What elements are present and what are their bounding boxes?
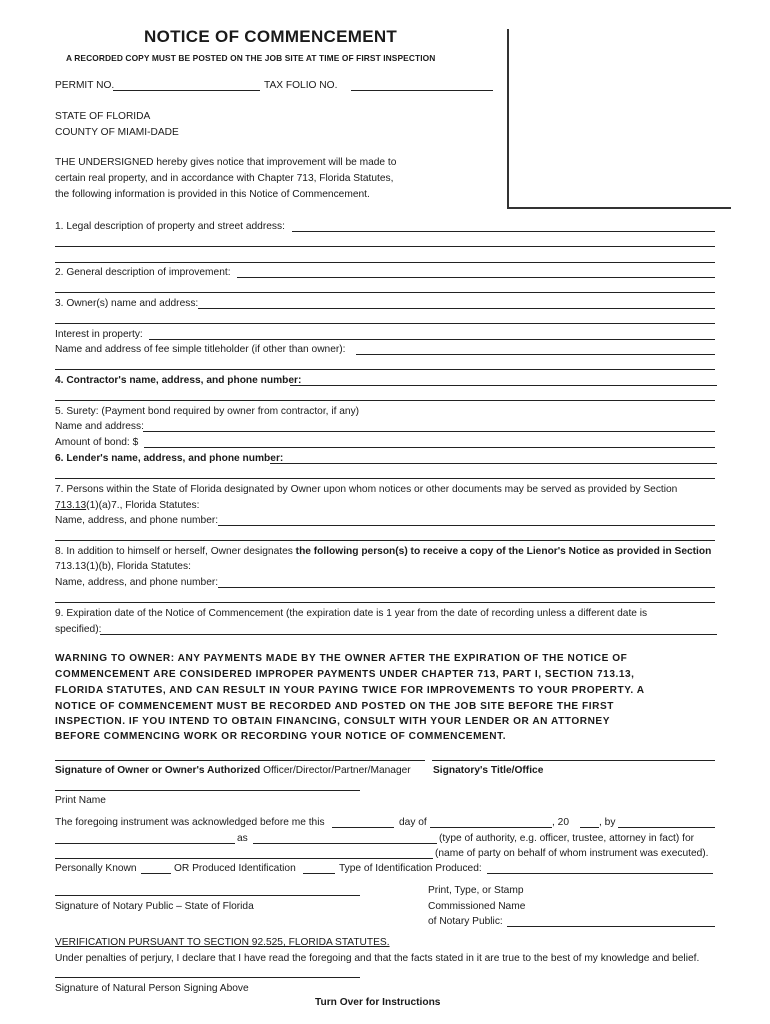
party-name-field[interactable]	[55, 858, 433, 859]
warning-line: INSPECTION. IF YOU INTEND TO OBTAIN FINANCING, CONSULT WITH YOUR LENDER OR AN ATTORNEY	[55, 716, 610, 727]
contractor-field[interactable]	[290, 385, 717, 386]
tax-folio-label: TAX FOLIO NO.	[264, 80, 338, 91]
bond-amount-field[interactable]	[144, 447, 715, 448]
owner-field[interactable]	[198, 308, 715, 309]
lienor-bold: the following person(s) to receive a copy of the Lienor's Notice as provided in Section	[295, 546, 712, 557]
owner-label: 3. Owner(s) name and address:	[55, 298, 199, 309]
owner-signature-field[interactable]	[55, 760, 425, 761]
stamp-label-line: Print, Type, or Stamp	[428, 885, 524, 896]
type-of-authority-field[interactable]	[253, 843, 437, 844]
expiration-label-tail: specified):	[55, 624, 102, 635]
notary-commissioned-name-field[interactable]	[507, 926, 715, 927]
recording-box-left-border	[507, 29, 509, 209]
by-label: , by	[599, 817, 616, 828]
acknowledged-month-field[interactable]	[430, 827, 552, 828]
verification-heading: VERIFICATION PURSUANT TO SECTION 92.525, FLORIDA STATUTES.	[55, 937, 390, 948]
notary-signature-field[interactable]	[55, 895, 360, 896]
type-of-id-label: Type of Identification Produced:	[339, 863, 482, 874]
type-of-id-field[interactable]	[487, 873, 713, 874]
signatory-title-field[interactable]	[432, 760, 715, 761]
intro-line: THE UNDERSIGNED hereby gives notice that improvement will be made to	[55, 157, 397, 168]
warning-line: FLORIDA STATUTES, AND CAN RESULT IN YOUR PAYING TWICE FOR IMPROVEMENTS TO YOUR PROPERTY. A	[55, 685, 645, 696]
persons-ref-tail: (1)(a)7., Florida Statutes:	[86, 500, 200, 511]
owner-signature-label	[55, 765, 411, 777]
warning-line: WARNING TO OWNER: ANY PAYMENTS MADE BY THE OWNER AFTER THE EXPIRATION OF THE NOTICE OF	[55, 653, 628, 664]
party-name-label: (name of party on behalf of whom instrument was executed).	[435, 848, 709, 859]
acknowledged-year-field[interactable]	[580, 827, 599, 828]
legal-description-field-line[interactable]	[55, 262, 715, 263]
lienor-name-label: Name, address, and phone number:	[55, 577, 219, 588]
persons-name-label: Name, address, and phone number:	[55, 515, 219, 526]
bond-amount-label: Amount of bond: $	[55, 437, 139, 448]
permit-label: PERMIT NO.	[55, 80, 115, 91]
interest-field[interactable]	[149, 339, 715, 340]
contractor-label: 4. Contractor's name, address, and phone number:	[55, 375, 302, 386]
fee-simple-field-line[interactable]	[55, 369, 715, 370]
permit-number-field[interactable]	[113, 90, 260, 91]
natural-person-signature-field[interactable]	[55, 977, 360, 978]
general-description-field-line[interactable]	[55, 292, 715, 293]
owner-field-line[interactable]	[55, 323, 715, 324]
warning-line: COMMENCEMENT ARE CONSIDERED IMPROPER PAYMENTS UNDER CHAPTER 713, PART I, SECTION 713.13,	[55, 669, 635, 680]
general-description-label: 2. General description of improvement:	[55, 267, 231, 278]
persons-ref-line	[55, 500, 199, 512]
fee-simple-field[interactable]	[356, 354, 715, 355]
general-description-field[interactable]	[237, 277, 715, 278]
contractor-field-line[interactable]	[55, 400, 715, 401]
expiration-field[interactable]	[100, 634, 717, 635]
recording-box-bottom-border	[507, 207, 731, 209]
notary-signature-label: Signature of Notary Public – State of Florida	[55, 901, 254, 912]
as-label: as	[237, 833, 248, 844]
persons-name-field-line[interactable]	[55, 540, 715, 541]
produced-id-label: OR Produced Identification	[174, 863, 296, 874]
lienor-name-field-line[interactable]	[55, 602, 715, 603]
natural-person-signature-label: Signature of Natural Person Signing Above	[55, 983, 249, 994]
surety-name-label: Name and address:	[55, 421, 144, 432]
acknowledged-by-field[interactable]	[618, 827, 715, 828]
legal-description-field[interactable]	[292, 231, 715, 232]
form-title: NOTICE OF COMMENCEMENT	[144, 27, 398, 46]
lender-field[interactable]	[270, 463, 717, 464]
notary-person-field[interactable]	[55, 843, 235, 844]
surety-label: 5. Surety: (Payment bond required by owner from contractor, if any)	[55, 406, 360, 417]
verification-text: Under penalties of perjury, I declare that I have read the foregoing and that the facts stated in it are true to the best of my knowledge and belief.	[55, 953, 700, 964]
expiration-label: 9. Expiration date of the Notice of Commencement (the expiration date is 1 year from the date of recording unless a different date is	[55, 608, 648, 619]
interest-label: Interest in property:	[55, 329, 143, 340]
persons-label: 7. Persons within the State of Florida designated by Owner upon whom notices or other documents may be served as provided by Section	[55, 484, 678, 495]
lienor-name-field[interactable]	[218, 587, 715, 588]
lienor-label	[55, 546, 711, 558]
fee-simple-label: Name and address of fee simple titleholder (if other than owner):	[55, 344, 346, 355]
personally-known-label: Personally Known	[55, 863, 137, 874]
lienor-ref: 713.13(1)(b), Florida Statutes:	[55, 561, 191, 572]
owner-signature-rest: Officer/Director/Partner/Manager	[260, 765, 411, 776]
turn-over-footer: Turn Over for Instructions	[315, 997, 441, 1008]
county-label: COUNTY OF MIAMI-DADE	[55, 127, 179, 138]
intro-line: the following information is provided in this Notice of Commencement.	[55, 189, 370, 200]
persons-name-field[interactable]	[218, 525, 715, 526]
warning-line: BEFORE COMMENCING WORK OR RECORDING YOUR NOTICE OF COMMENCEMENT.	[55, 731, 507, 742]
acknowledged-day-field[interactable]	[332, 827, 394, 828]
personally-known-field[interactable]	[141, 873, 171, 874]
lienor-prefix: 8. In addition to himself or herself, Owner designates	[55, 546, 296, 557]
intro-line: certain real property, and in accordance with Chapter 713, Florida Statutes,	[55, 173, 394, 184]
lender-label: 6. Lender's name, address, and phone number:	[55, 453, 284, 464]
form-subtitle: A RECORDED COPY MUST BE POSTED ON THE JOB SITE AT TIME OF FIRST INSPECTION	[66, 53, 436, 63]
tax-folio-field[interactable]	[351, 90, 493, 91]
produced-id-field[interactable]	[303, 873, 335, 874]
day-of-label: day of	[399, 817, 427, 828]
legal-description-field-line[interactable]	[55, 246, 715, 247]
year-label: , 20	[552, 817, 569, 828]
type-of-authority-label: (type of authority, e.g. officer, trustee, attorney in fact) for	[439, 833, 694, 844]
statute-link[interactable]: 713.13	[55, 500, 87, 511]
legal-description-label: 1. Legal description of property and street address:	[55, 221, 285, 232]
stamp-label-line: Commissioned Name	[428, 901, 526, 912]
acknowledged-label: The foregoing instrument was acknowledged before me this	[55, 817, 325, 828]
surety-name-field[interactable]	[143, 431, 715, 432]
stamp-label-line: of Notary Public:	[428, 916, 503, 927]
print-name-field[interactable]	[55, 790, 360, 791]
print-name-label: Print Name	[55, 795, 106, 806]
owner-signature-bold: Signature of Owner or Owner's Authorized	[55, 765, 261, 776]
state-label: STATE OF FLORIDA	[55, 111, 151, 122]
signatory-title-label: Signatory's Title/Office	[433, 765, 544, 776]
warning-line: NOTICE OF COMMENCEMENT MUST BE RECORDED AND POSTED ON THE JOB SITE BEFORE THE FIRST	[55, 701, 614, 712]
lender-field-line[interactable]	[55, 478, 715, 479]
